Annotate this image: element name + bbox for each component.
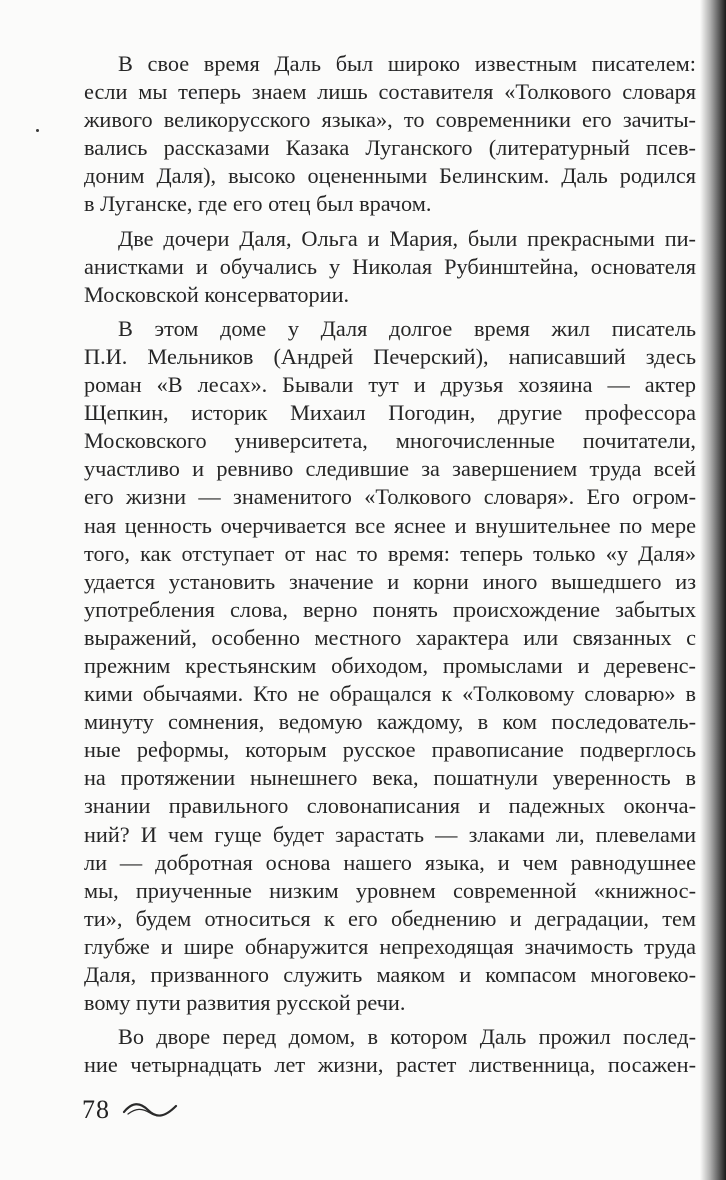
- text-line: ная ценность очерчивается все яснее и внушительнее по мере: [84, 512, 696, 538]
- text-line: вому пути развития русской речи.: [84, 990, 406, 1016]
- text-line: ний? И чем гуще будет зарастать — злаками ли, плевелами: [84, 821, 696, 847]
- paragraph-4: [84, 1023, 696, 1079]
- text-line: того, как отступает от нас то время: теперь только «у Даля»: [84, 540, 696, 566]
- text-line: Во дворе перед домом, в котором Даль прожил послед-: [118, 1024, 696, 1050]
- text-line: Московского университета, многочисленные почитатели,: [84, 428, 696, 454]
- text-line: живого великорусского языка», то современники его зачиты-: [84, 107, 696, 133]
- page-binding-shadow: [700, 0, 726, 1180]
- paragraph-1: [84, 50, 696, 219]
- text-line: анистками и обучались у Николая Рубинштейна, основателя: [84, 253, 696, 279]
- text-line: П.И. Мельников (Андрей Печерский), написавший здесь: [84, 343, 696, 369]
- text-line: В свое время Даль был широко известным писателем:: [118, 51, 696, 76]
- text-line: ти», будем относиться к его обеднению и деградации, тем: [84, 905, 696, 931]
- page-number: 78: [82, 1095, 110, 1124]
- text-line: удается установить значение и корни иного вышедшего из: [84, 568, 696, 594]
- text-line: в Луганске, где его отец был врачом.: [84, 191, 432, 217]
- body-text: [84, 50, 696, 1079]
- paragraph-3: [84, 315, 696, 1017]
- text-line: ние четырнадцать лет жизни, растет лиственница, посажен-: [84, 1052, 696, 1078]
- tilde-swash-ornament-icon: [122, 1100, 178, 1120]
- text-line: В этом доме у Даля долгое время жил писатель: [118, 315, 696, 341]
- text-line: его жизни — знаменитого «Толкового словаря». Его огром-: [84, 484, 696, 510]
- text-line: ные реформы, которым русское правописание подверглось: [84, 737, 696, 763]
- text-line: выражений, особенно местного характера или связанных с: [84, 624, 696, 650]
- text-line: если мы теперь знаем лишь составителя «Толкового словаря: [84, 79, 696, 105]
- text-line: участливо и ревниво следившие за завершением труда всей: [84, 456, 696, 482]
- text-line: кими обычаями. Кто не обращался к «Толковому словарю» в: [84, 681, 696, 707]
- stray-ink-dot: [36, 129, 39, 132]
- paragraph-2: [84, 225, 696, 309]
- text-line: доним Даля), высоко оцененными Белинским. Даль родился: [84, 163, 696, 189]
- text-line: Щепкин, историк Михаил Погодин, другие профессора: [84, 400, 696, 426]
- text-line: на протяжении нынешнего века, пошатнули уверенность в: [84, 765, 696, 791]
- text-line: Московской консерватории.: [84, 281, 350, 307]
- text-line: роман «В лесах». Бывали тут и друзья хозяина — актер: [84, 372, 696, 398]
- text-line: вались рассказами Казака Луганского (литературный псев-: [84, 135, 696, 161]
- text-line: глубже и шире обнаружится непреходящая значимость труда: [84, 933, 696, 959]
- text-line: мы, приученные низким уровнем современной «книжнос-: [84, 877, 696, 903]
- text-line: ли — добротная основа нашего языка, и чем равнодушнее: [84, 849, 696, 875]
- text-line: Две дочери Даля, Ольга и Мария, были прекрасными пи-: [118, 225, 696, 251]
- text-line: минуту сомнения, ведомую каждому, в ком последователь-: [84, 709, 696, 735]
- page-footer: [82, 1095, 178, 1125]
- text-line: Даля, призванного служить маяком и компасом многовеко-: [84, 962, 696, 987]
- text-line: употребления слова, верно понять происхождение забытых: [84, 596, 696, 622]
- text-line: знании правильного словонаписания и падежных оконча-: [84, 793, 696, 819]
- text-line: прежним крестьянским обиходом, промыслами и деревенс-: [84, 652, 696, 678]
